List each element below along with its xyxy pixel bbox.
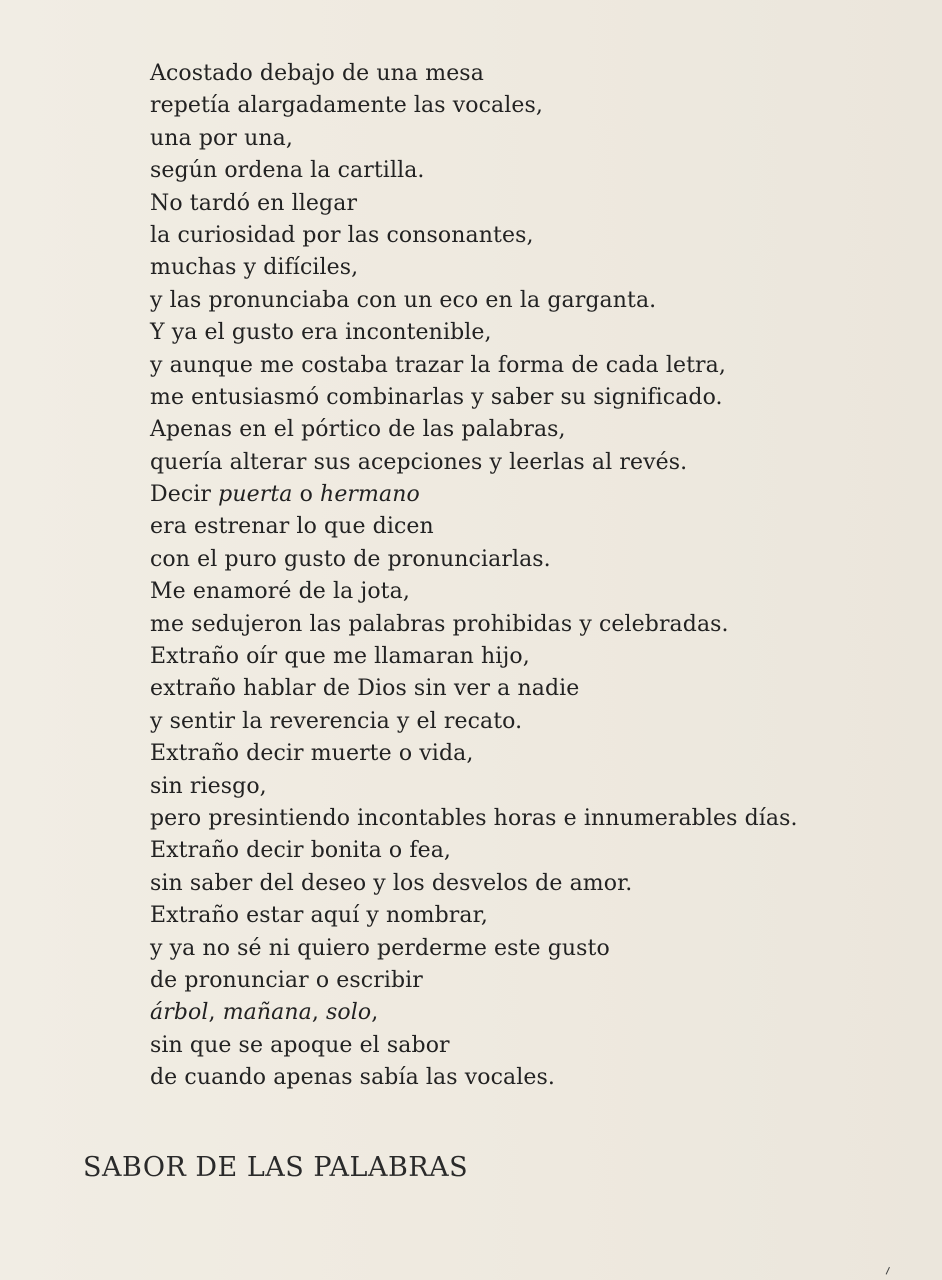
poem-line: la curiosidad por las consonantes, <box>150 222 534 248</box>
poem-text: , <box>208 1000 223 1026</box>
poem-line: muchas y difíciles, <box>150 255 359 281</box>
poem-line-italic-words <box>150 997 870 1029</box>
poem-line: me sedujeron las palabras prohibidas y celebradas. <box>150 611 729 637</box>
poem-line: era estrenar lo que dicen <box>150 514 434 540</box>
poem-line: Extraño decir bonita o fea, <box>150 838 452 864</box>
poem-italic-word: mañana <box>222 1000 312 1026</box>
poem-body <box>150 58 870 1095</box>
poem-line: pero presintiendo incontables horas e innumerables días. <box>150 805 798 831</box>
poem-line: Acostado debajo de una mesa <box>150 61 484 86</box>
poem-italic-word: solo <box>326 1000 372 1026</box>
poem-line: con el puro gusto de pronunciarlas. <box>150 546 551 572</box>
poem-line: y ya no sé ni quiero perderme este gusto <box>150 935 610 961</box>
poem-line: y aunque me costaba trazar la forma de cada letra, <box>150 352 726 378</box>
poem-line: Y ya el gusto era incontenible, <box>150 320 492 346</box>
page-edge-mark <box>886 1267 896 1277</box>
poem-text: , <box>311 1000 327 1026</box>
poem-line: y las pronunciaba con un eco en la garganta. <box>150 287 657 313</box>
poem-line: sin saber del deseo y los desvelos de amor. <box>150 870 633 896</box>
poem-line: Extraño decir muerte o vida, <box>150 741 474 767</box>
poem-line: sin que se apoque el sabor <box>150 1032 450 1058</box>
poem-text: o <box>292 482 321 508</box>
poem-italic-word: puerta <box>218 482 293 508</box>
poem-line: quería alterar sus acepciones y leerlas al revés. <box>150 449 688 475</box>
poem-line: No tardó en llegar <box>150 190 358 216</box>
poem-line: y sentir la reverencia y el recato. <box>150 708 523 734</box>
section-title: SABOR DE LAS PALABRAS <box>83 1152 469 1183</box>
poem-line: según ordena la cartilla. <box>150 158 425 184</box>
poem-line: sin riesgo, <box>150 773 267 799</box>
poem-italic-word: hermano <box>320 482 420 508</box>
poem-line: Me enamoré de la jota, <box>150 579 410 605</box>
poem-text: , <box>371 1000 379 1026</box>
poem-line: Apenas en el pórtico de las palabras, <box>150 417 566 443</box>
poem-text: Decir <box>150 482 219 508</box>
poem-line: extraño hablar de Dios sin ver a nadie <box>150 676 580 702</box>
poem-line: Extraño oír que me llamaran hijo, <box>150 644 530 670</box>
poem-line: de cuando apenas sabía las vocales. <box>150 1065 555 1091</box>
poem-line-italic-words <box>150 479 870 511</box>
poem-line: Extraño estar aquí y nombrar, <box>150 903 488 929</box>
poem-line: de pronunciar o escribir <box>150 967 423 993</box>
poem-line: una por una, <box>150 125 293 151</box>
poem-line: repetía alargadamente las vocales, <box>150 93 543 119</box>
poem-italic-word: árbol <box>150 1000 209 1026</box>
poem-line: me entusiasmó combinarlas y saber su significado. <box>150 384 723 410</box>
